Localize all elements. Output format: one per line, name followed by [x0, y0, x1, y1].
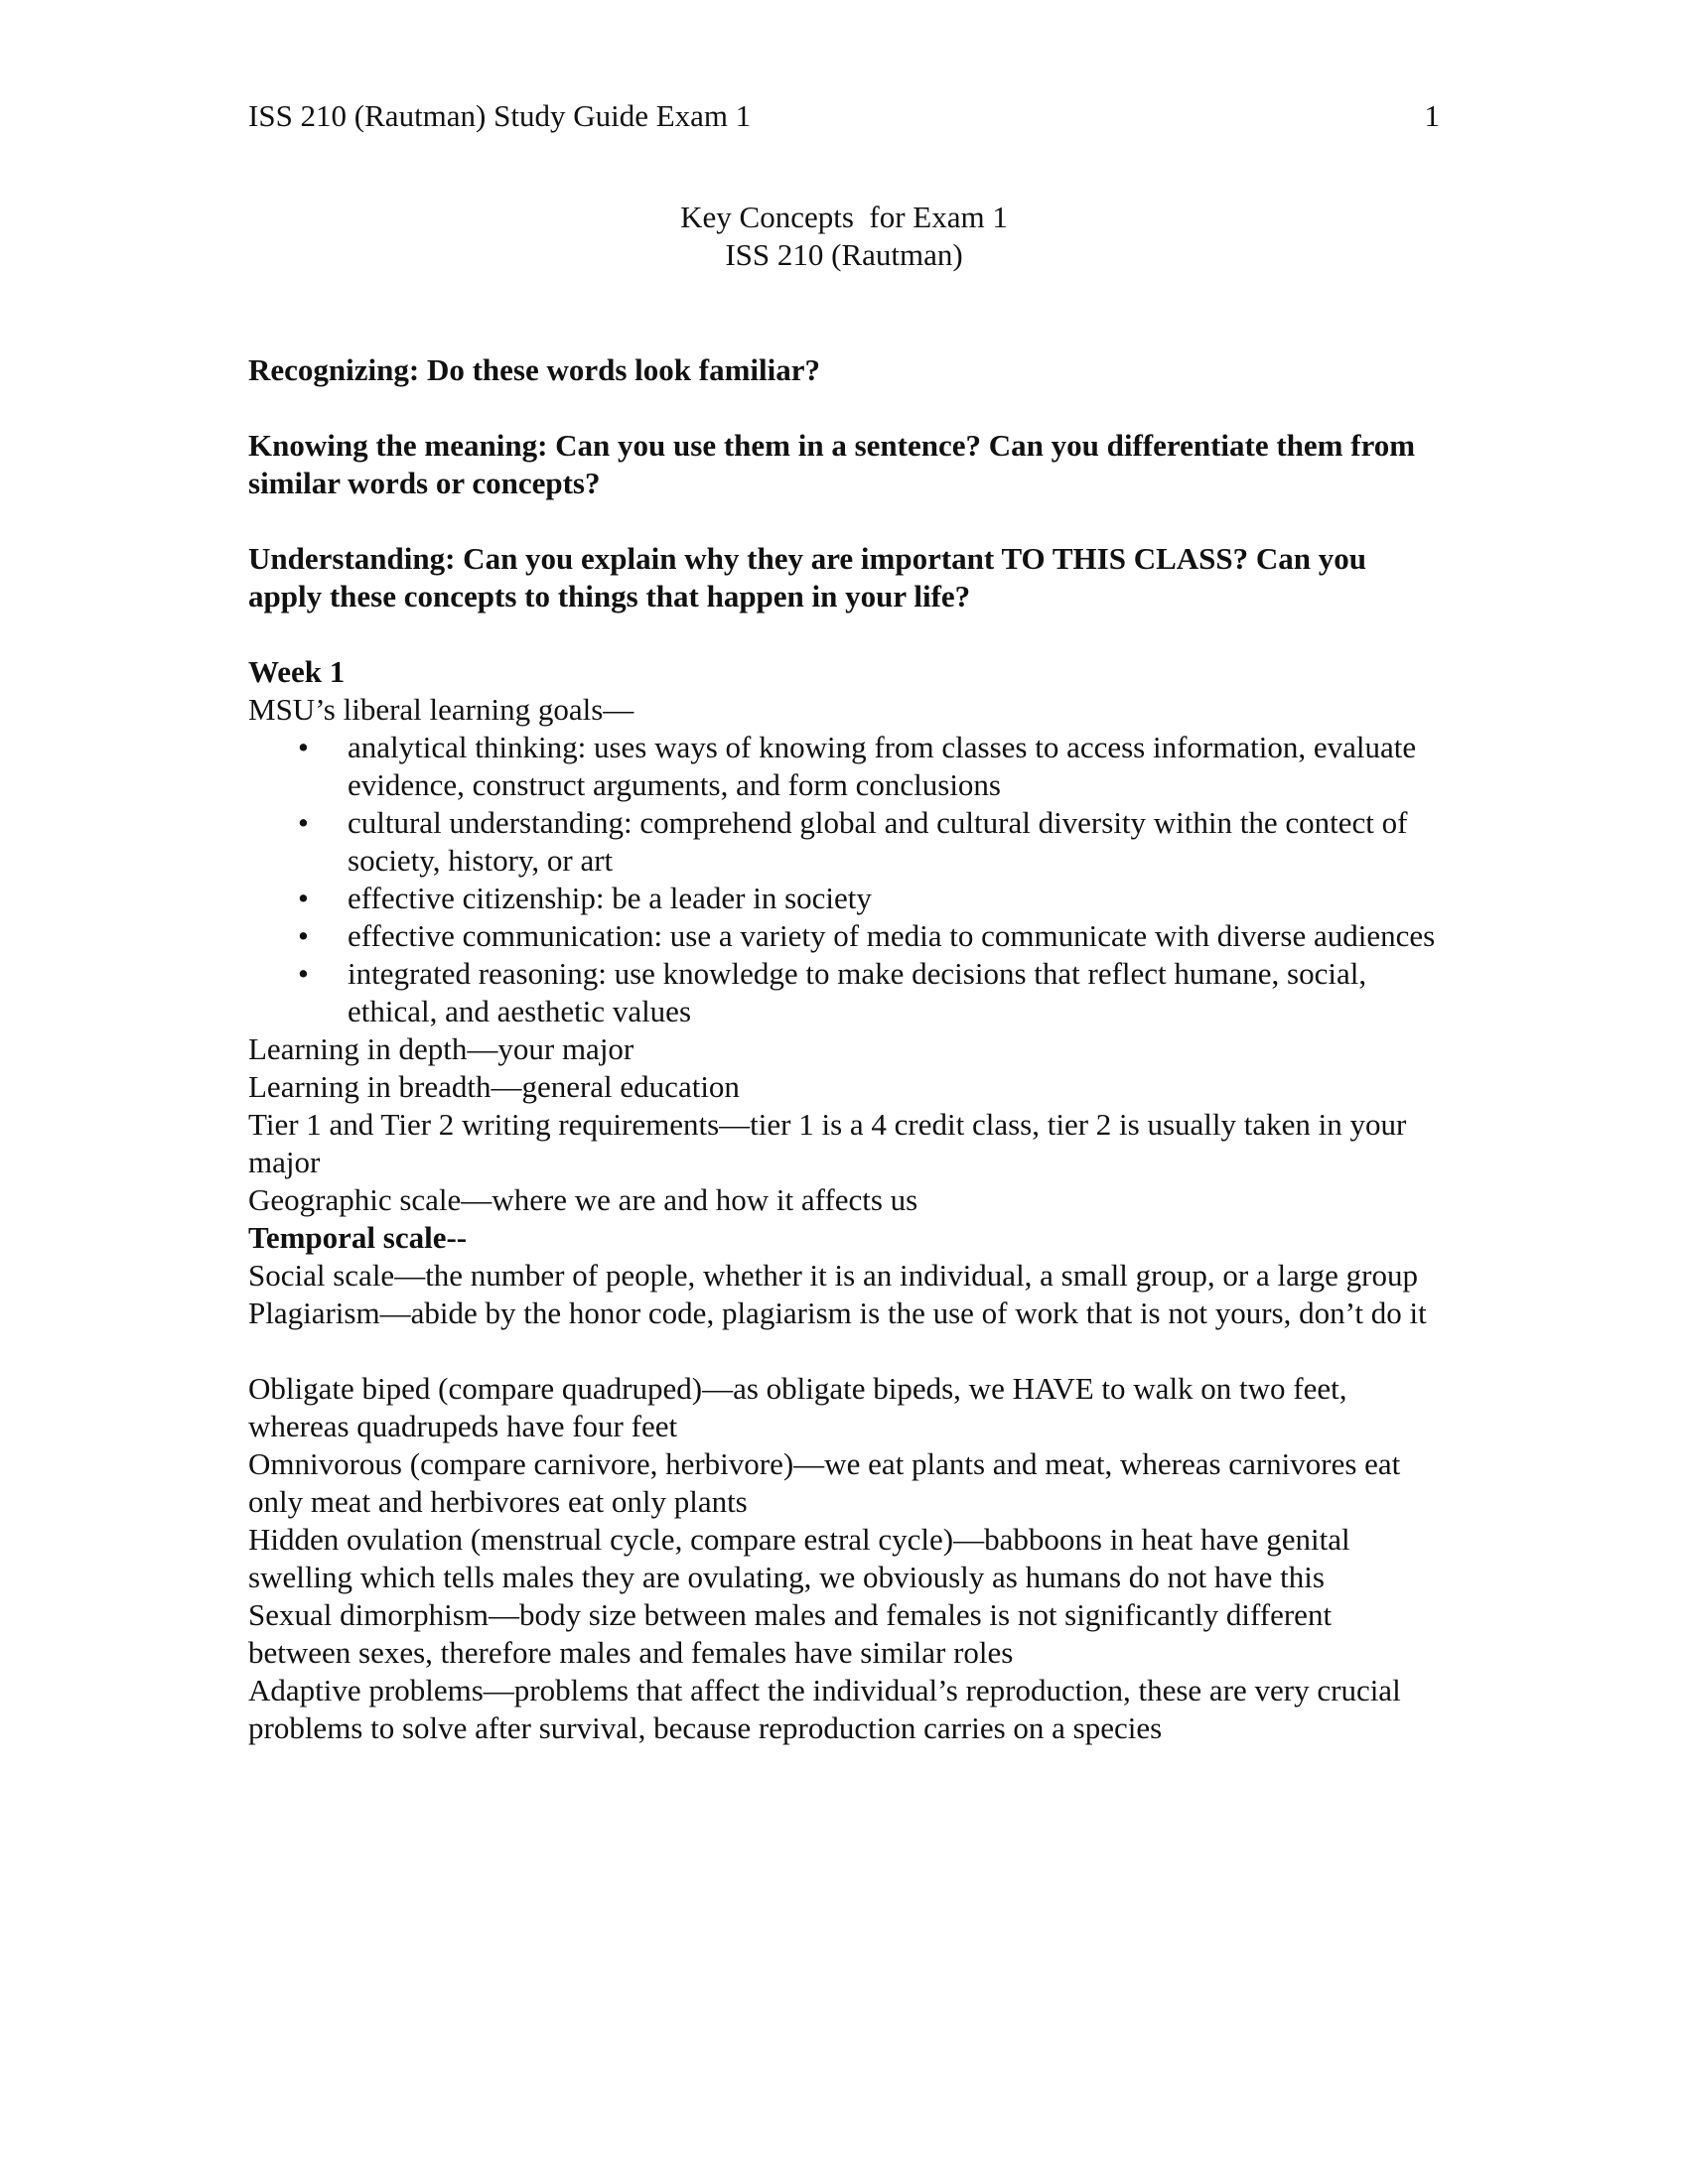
- bullet-icon: •: [298, 805, 309, 840]
- term-learning-in-depth: Learning in depth—your major: [248, 1031, 634, 1066]
- goal-item: [248, 917, 1440, 955]
- bullet-icon: •: [298, 956, 309, 991]
- term-writing-requirements: Tier 1 and Tier 2 writing requirements—tier 1 is a 4 credit class, tier 2 is usually taken in your major: [248, 1107, 1407, 1179]
- header-course-line: ISS 210 (Rautman) Study Guide Exam 1: [248, 98, 752, 133]
- term-adaptive-problems: Adaptive problems—problems that affect the individual’s reproduction, these are very crucial problems to solve after survival, because reproduction carries on a species: [248, 1673, 1401, 1745]
- bullet-icon: •: [298, 730, 309, 764]
- term-learning-in-breadth: Learning in breadth—general education: [248, 1069, 740, 1104]
- title-line-1: Key Concepts for Exam 1: [680, 200, 1008, 234]
- term-geographic-scale: Geographic scale—where we are and how it affects us: [248, 1182, 918, 1217]
- goal-item: [248, 729, 1440, 804]
- goal-item: [248, 955, 1440, 1030]
- term-social-scale: Social scale—the number of people, whether it is an individual, a small group, or a large group: [248, 1258, 1418, 1293]
- bullet-icon: •: [298, 881, 309, 915]
- paragraph-spacer: [248, 1332, 1440, 1370]
- title-block: [248, 199, 1440, 274]
- goal-text: effective communication: use a variety of media to communicate with diverse audiences: [348, 918, 1436, 953]
- term-obligate-biped: Obligate biped (compare quadruped)—as obligate bipeds, we HAVE to walk on two feet, whereas quadrupeds have four feet: [248, 1371, 1347, 1443]
- goal-text: cultural understanding: comprehend global and cultural diversity within the contect of society, history, or art: [348, 805, 1408, 878]
- goals-list: [248, 729, 1440, 1030]
- question-understanding: Understanding: Can you explain why they are important TO THIS CLASS? Can you apply these concepts to things that happen in your life?: [248, 541, 1367, 614]
- goal-text: integrated reasoning: use knowledge to make decisions that reflect humane, social, ethical, and aesthetic values: [348, 956, 1367, 1028]
- running-header: [248, 97, 1440, 135]
- term-plagiarism: Plagiarism—abide by the honor code, plagiarism is the use of work that is not yours, don’t do it: [248, 1296, 1427, 1330]
- goal-text: effective citizenship: be a leader in society: [348, 881, 872, 915]
- title-line-2: ISS 210 (Rautman): [725, 237, 963, 272]
- page-number: 1: [1424, 98, 1440, 133]
- term-sexual-dimorphism: Sexual dimorphism—body size between males and females is not significantly different between sexes, therefore males and females have similar roles: [248, 1597, 1333, 1670]
- question-recognizing: Recognizing: Do these words look familiar?: [248, 352, 821, 387]
- term-omnivorous: Omnivorous (compare carnivore, herbivore)—we eat plants and meat, whereas carnivores eat only meat and herbivores eat only plants: [248, 1446, 1401, 1519]
- week-1-heading: Week 1: [248, 654, 346, 689]
- question-knowing: Knowing the meaning: Can you use them in a sentence? Can you differentiate them from similar words or concepts?: [248, 428, 1416, 500]
- goal-item: [248, 880, 1440, 917]
- study-guide-content: [248, 351, 1440, 1747]
- goals-intro: MSU’s liberal learning goals—: [248, 692, 634, 727]
- term-temporal-scale: Temporal scale--: [248, 1220, 468, 1255]
- goal-text: analytical thinking: uses ways of knowing from classes to access information, evaluate evidence, construct arguments, and form conclusions: [348, 730, 1417, 802]
- term-hidden-ovulation: Hidden ovulation (menstrual cycle, compare estral cycle)—babboons in heat have genital swelling which tells males they are ovulating, we obviously as humans do not have this: [248, 1522, 1350, 1594]
- bullet-icon: •: [298, 918, 309, 953]
- goal-item: [248, 804, 1440, 880]
